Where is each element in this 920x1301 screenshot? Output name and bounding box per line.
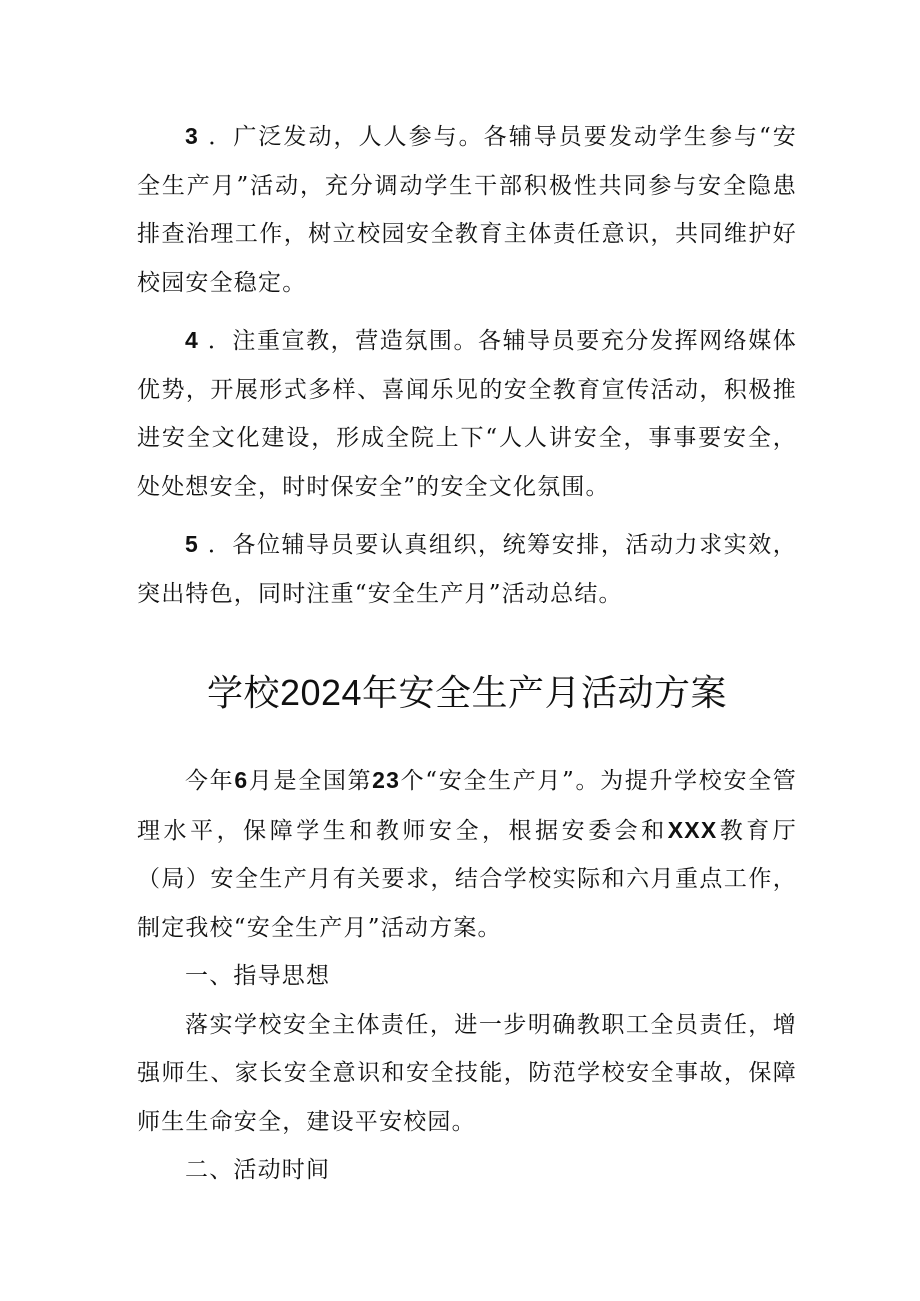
item-number: 4: [185, 327, 199, 353]
item-text: ．注重宣教，营造氛围。各辅导员要充分发挥网络媒体优势，开展形式多样、喜闻乐见的安全教育宣传活动，积极推进安全文化建设，形成全院上下“人人讲安全，事事要安全，处处想安全，时时保安全”的安全文化氛围。: [137, 328, 797, 500]
intro-text-1: 今年: [185, 768, 235, 794]
intro-text-3: 个“安全生产月”。为提升学校安全管理水平，保障学生和教师安全，根据安委会和: [137, 768, 798, 844]
item-number: 3: [185, 123, 199, 149]
document-body: [137, 112, 797, 1195]
intro-text-2: 月是全国第: [248, 768, 373, 794]
item-text: ．广泛发动，人人参与。各辅导员要发动学生参与“安全生产月”活动，充分调动学生干部积极性共同参与安全隐患排查治理工作，树立校园安全教育主体责任意识，共同维护好校园安全稳定。: [137, 124, 797, 296]
list-item-5: [137, 520, 797, 618]
section-heading-2: 二、活动时间: [185, 1157, 331, 1183]
intro-paragraph: [137, 756, 797, 952]
document-title: 学校2024年安全生产月活动方案: [206, 672, 728, 713]
section-body-1: 落实学校安全主体责任，进一步明确教职工全员责任，增强师生、家长安全意识和安全技能，防范学校安全事故，保障师生生命安全，建设平安校园。: [137, 1011, 797, 1135]
list-item-3: [137, 112, 797, 307]
item-number: 5: [185, 531, 199, 557]
item-text: ．各位辅导员要认真组织，统筹安排，活动力求实效，突出特色，同时注重“安全生产月”活动总结。: [137, 532, 797, 607]
intro-text-4: 教育厅（局）安全生产月有关要求，结合学校实际和六月重点工作，制定我校“安全生产月”活动方案。: [137, 817, 798, 941]
intro-number-month: 6: [234, 767, 249, 793]
title-block: [137, 668, 797, 718]
intro-number-edition: 23: [372, 767, 401, 793]
intro-placeholder-xxx: XXX: [667, 816, 718, 843]
list-item-4: [137, 316, 797, 511]
section-heading-1: 一、指导思想: [185, 963, 331, 989]
